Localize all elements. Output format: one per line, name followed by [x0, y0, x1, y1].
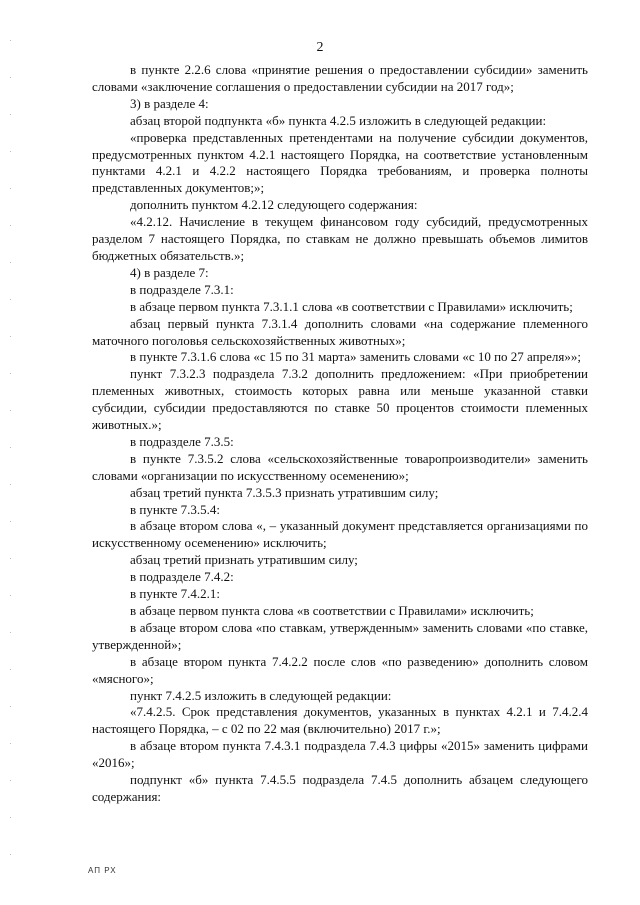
paragraph: абзац второй подпункта «б» пункта 4.2.5 изложить в следующей редакции:: [130, 112, 547, 128]
paragraph: 4) в разделе 7:: [130, 264, 209, 280]
paragraph: дополнить пунктом 4.2.12 следующего содержания:: [130, 197, 418, 213]
paragraph: в абзаце втором слова «по ставкам, утвержденным» заменить словами «по ставке, утвержденной»;: [92, 619, 588, 652]
paragraph: в пункте 7.4.2.1:: [130, 586, 221, 602]
paragraph: в пункте 7.3.5.2 слова «сельскохозяйственные товаропроизводители» заменить словами «организации по искусственному осеменению»;: [92, 450, 588, 483]
scan-dot: [10, 780, 11, 781]
scan-dot: [10, 854, 11, 855]
paragraph: абзац третий пункта 7.3.5.3 признать утратившим силу;: [130, 484, 439, 500]
scan-dot: [10, 262, 11, 263]
scan-dot: [10, 410, 11, 411]
paragraph: в абзаце втором пункта 7.4.2.2 после слов «по разведению» дополнить словом «мясного»;: [92, 653, 588, 686]
paragraph: подпункт «б» пункта 7.4.5.5 подраздела 7.4.5 дополнить абзацем следующего содержания:: [92, 772, 588, 804]
paragraph: в подразделе 7.3.1:: [130, 281, 234, 297]
paragraph: в абзаце первом пункта 7.3.1.1 слова «в соответствии с Правилами» исключить;: [130, 298, 573, 314]
paragraph: пункт 7.3.2.3 подраздела 7.3.2 дополнить предложением: «При приобретении племенных животных, стоимость которых равна или меньше указанной ставки субсидии, субсидии предоставляются по ставке 50 процентов стоимости племенных животных.»;: [92, 366, 588, 433]
paragraph: в пункте 7.3.1.6 слова «с 15 по 31 марта» заменить словами «с 10 по 27 апреля»»;: [130, 349, 581, 365]
scan-dot: [10, 447, 11, 448]
paragraph: в абзаце втором пункта 7.4.3.1 подраздела 7.4.3 цифры «2015» заменить цифрами «2016»;: [92, 738, 588, 771]
scan-dot: [10, 299, 11, 300]
scan-dot: [10, 521, 11, 522]
paragraph: абзац третий признать утратившим силу;: [130, 552, 358, 568]
scan-dot: [10, 114, 11, 115]
paragraph: «проверка представленных претендентами на получение субсидии документов, предусмотренных пунктом 4.2.1 настоящего Порядка, на соответствие установленным пунктами 4.2.1 и 4.2.2 настоящего Порядка требованиям, и проверка полноты представленных документов;»;: [92, 129, 588, 196]
paragraph: «7.4.2.5. Срок представления документов, указанных в пунктах 4.2.1 и 7.4.2.4 настоящего Порядка, – с 02 по 22 мая (включительно) 2017 г.»;: [92, 704, 588, 737]
scan-dot: [10, 77, 11, 78]
paragraph: в подразделе 7.4.2:: [130, 569, 234, 585]
paragraph: в пункте 2.2.6 слова «принятие решения о предоставлении субсидии» заменить словами «заключение соглашения о предоставлении субсидии на 2017 год»;: [92, 62, 588, 94]
scan-dot: [10, 484, 11, 485]
paragraph: пункт 7.4.2.5 изложить в следующей редакции:: [130, 687, 392, 703]
paragraph: «4.2.12. Начисление в текущем финансовом году субсидий, предусмотренных разделом 7 настоящего Порядка, по ставкам не должно превышать объемов лимитов бюджетных обязательств.»;: [92, 214, 588, 263]
scan-dot: [10, 595, 11, 596]
scan-dot: [10, 669, 11, 670]
paragraph: в пункте 7.3.5.4:: [130, 501, 221, 517]
paragraph: в абзаце первом пункта слова «в соответствии с Правилами» исключить;: [130, 603, 534, 618]
footer-mark: АП РХ: [88, 866, 117, 875]
document-body: [92, 62, 588, 806]
left-margin-scan-marks: [10, 0, 12, 905]
scan-dot: [10, 558, 11, 559]
scan-dot: [10, 188, 11, 189]
paragraph: в абзаце втором слова «, – указанный документ представляется организациями по искусственному осеменению» исключить;: [92, 518, 588, 551]
scan-dot: [10, 225, 11, 226]
scan-dot: [10, 632, 11, 633]
scan-dot: [10, 743, 11, 744]
scan-dot: [10, 817, 11, 818]
paragraph: 3) в разделе 4:: [130, 95, 209, 111]
paragraph: абзац первый пункта 7.3.1.4 дополнить словами «на содержание племенного маточного поголовья сельскохозяйственных животных»;: [92, 315, 588, 348]
scan-dot: [10, 706, 11, 707]
scan-dot: [10, 151, 11, 152]
scan-dot: [10, 373, 11, 374]
scan-dot: [10, 336, 11, 337]
page-number: 2: [316, 40, 324, 55]
paragraph: в подразделе 7.3.5:: [130, 433, 234, 449]
